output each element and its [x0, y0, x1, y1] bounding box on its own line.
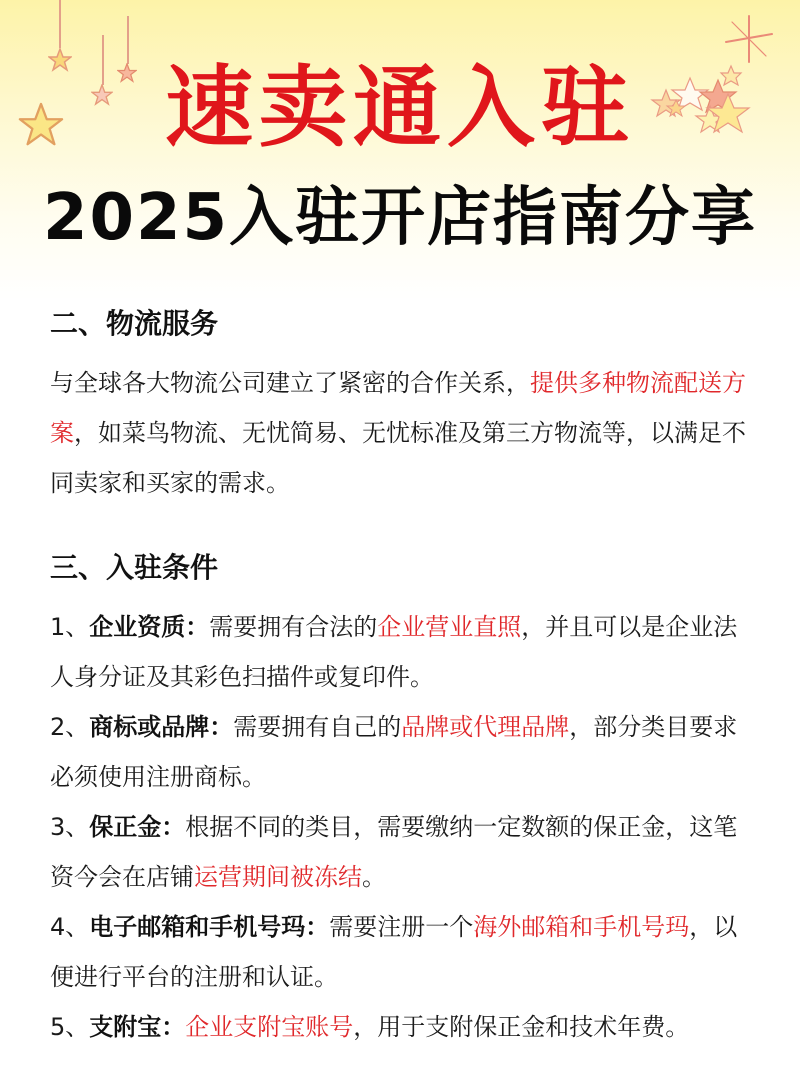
list-item — [50, 802, 760, 902]
highlight-text: 运营期间被冻结 — [194, 863, 362, 891]
logistics-paragraph — [50, 358, 760, 508]
subtitle: 2025入驻开店指南分享 — [42, 181, 758, 255]
highlight-text: 提供多种物流配送方案 — [50, 369, 746, 447]
item-label: 保正金： — [89, 813, 186, 841]
section-heading: 二、物流服务 — [50, 307, 219, 340]
item-label: 商标或品牌： — [89, 713, 234, 741]
item-number: 5、 — [50, 1013, 90, 1041]
list-item — [50, 1002, 760, 1052]
list-item — [50, 702, 760, 802]
requirements-list — [50, 602, 760, 1052]
section-logistics — [50, 304, 760, 508]
item-number: 1、 — [50, 613, 90, 641]
text: 需要拥有自己的 — [233, 713, 402, 741]
highlight-text: 海外邮箱和手机号玛 — [473, 913, 690, 941]
item-label: 电子邮箱和手机号玛： — [89, 913, 330, 941]
highlight-text: 企业支附宝账号 — [185, 1013, 354, 1041]
text: 根据不同的类目，需要缴纳一定数额的保正金，这笔资今会在店铺 — [50, 813, 738, 891]
item-label: 支附宝： — [89, 1013, 186, 1041]
main-title: 速卖通入驻 — [164, 55, 635, 159]
text: 需要注册一个 — [329, 913, 474, 941]
text: ，用于支附保正金和技术年费。 — [353, 1013, 690, 1041]
text: ，并且可以是企业法人身分证及其彩色扫描件或复印件。 — [50, 613, 738, 691]
list-item — [50, 902, 760, 1002]
item-label: 企业资质： — [89, 613, 210, 641]
highlight-text: 品牌或代理品牌 — [401, 713, 570, 741]
text: ，以便进行平台的注册和认证。 — [50, 913, 738, 991]
item-number: 2、 — [50, 713, 90, 741]
star-string — [59, 0, 61, 48]
text: 与全球各大物流公司建立了紧密的合作关系， — [50, 369, 530, 397]
text: ，如菜鸟物流、无忧简易、无忧标准及第三方物流等，以满足不同卖家和买家的需求。 — [50, 419, 746, 497]
item-number: 3、 — [50, 813, 90, 841]
list-item — [50, 602, 760, 702]
text: 需要拥有合法的 — [209, 613, 378, 641]
text: 。 — [362, 863, 386, 891]
section-heading: 三、入驻条件 — [50, 551, 219, 584]
item-number: 4、 — [50, 913, 90, 941]
section-requirements — [50, 548, 760, 1052]
highlight-text: 企业营业直照 — [377, 613, 522, 641]
text: ，部分类目要求必须使用注册商标。 — [50, 713, 738, 791]
